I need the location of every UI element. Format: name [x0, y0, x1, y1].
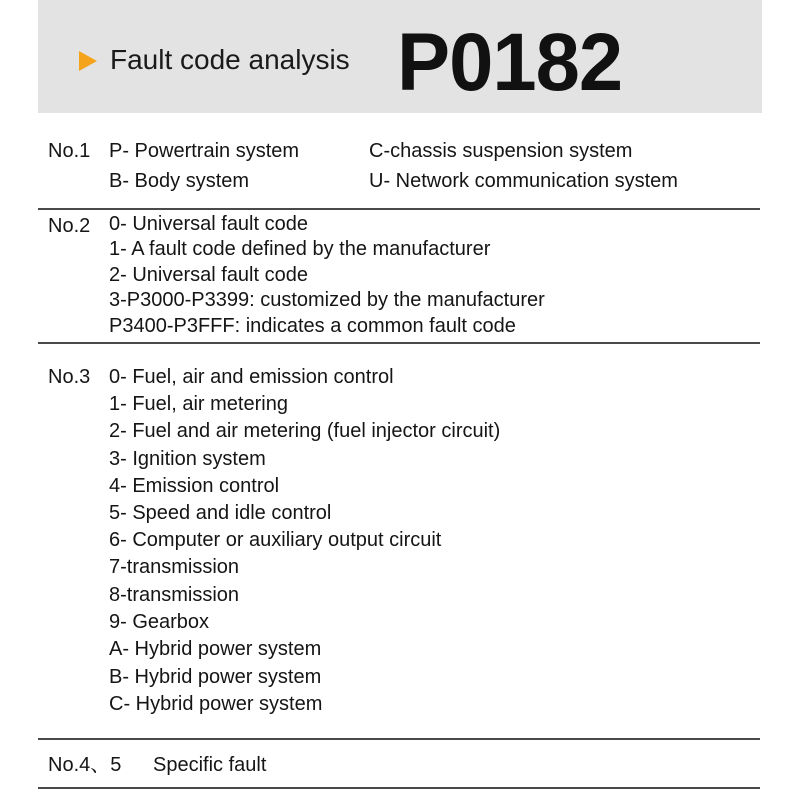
list-item: 7-transmission [109, 556, 240, 578]
section-label-no4-5: No.4、5 [48, 754, 122, 776]
divider [38, 787, 760, 789]
list-item: B- Hybrid power system [109, 666, 322, 688]
list-item: 2- Universal fault code [109, 264, 308, 286]
play-triangle-icon [79, 51, 97, 71]
list-item: 4- Emission control [109, 475, 280, 497]
header-subtitle: Fault code analysis [110, 44, 350, 75]
list-item: 3-P3000-P3399: customized by the manufacturer [109, 289, 545, 311]
section-label-no2: No.2 [48, 215, 91, 237]
section-label-no1: No.1 [48, 140, 91, 162]
list-item: 0- Fuel, air and emission control [109, 366, 394, 388]
list-item: Specific fault [153, 754, 267, 776]
list-item: 3- Ignition system [109, 448, 266, 470]
list-item: C- Hybrid power system [109, 693, 323, 715]
list-item: 1- A fault code defined by the manufacturer [109, 238, 491, 260]
list-item: P- Powertrain system [109, 140, 300, 162]
divider [38, 342, 760, 344]
list-item: 0- Universal fault code [109, 213, 308, 235]
list-item: P3400-P3FFF: indicates a common fault code [109, 315, 516, 337]
list-item: A- Hybrid power system [109, 638, 322, 660]
list-item: C-chassis suspension system [369, 140, 633, 162]
list-item: 9- Gearbox [109, 611, 210, 633]
list-item: 6- Computer or auxiliary output circuit [109, 529, 442, 551]
list-item: 2- Fuel and air metering (fuel injector circuit) [109, 420, 501, 442]
list-item: 1- Fuel, air metering [109, 393, 288, 415]
fault-code-title: P0182 [397, 17, 623, 108]
divider [38, 738, 760, 740]
list-item: 5- Speed and idle control [109, 502, 332, 524]
list-item: U- Network communication system [369, 170, 678, 192]
section-label-no3: No.3 [48, 366, 91, 388]
divider [38, 208, 760, 210]
list-item: B- Body system [109, 170, 250, 192]
list-item: 8-transmission [109, 584, 240, 606]
